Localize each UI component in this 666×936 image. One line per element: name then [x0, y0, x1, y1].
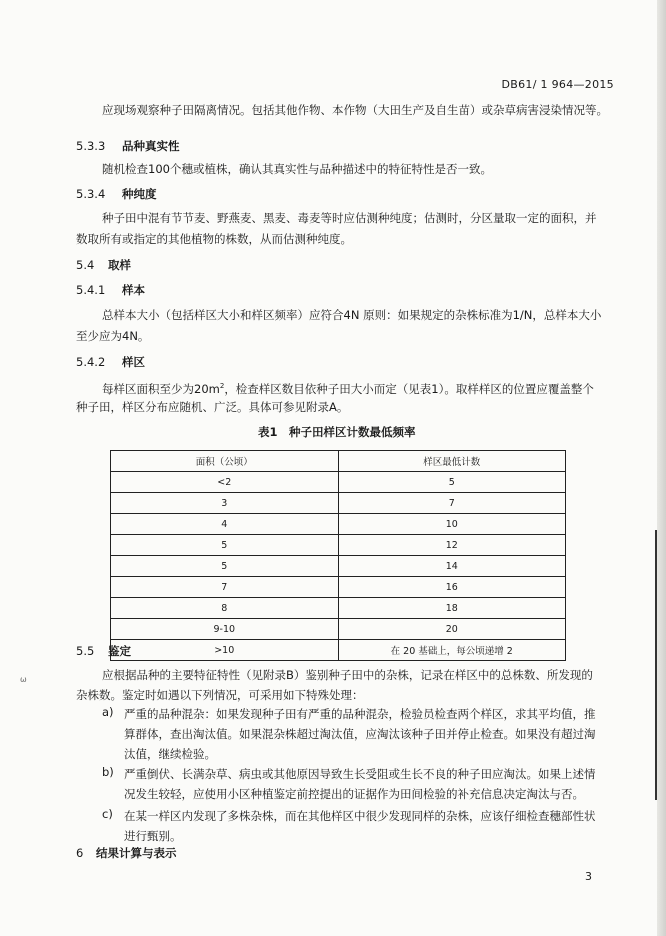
table-cell-count: 14 — [338, 556, 566, 577]
table-row — [111, 514, 566, 535]
list-item-c-line1: 在某一样区内发现了多株杂株，而在其他样区中很少发现同样的杂株，应该仔细检查穗部性状 — [124, 809, 596, 823]
frequency-table — [110, 450, 566, 661]
heading-5-5: 5.5 鉴定 — [76, 644, 131, 658]
table-cell-area: 3 — [111, 493, 339, 514]
paragraph-5-3-3: 随机检查100个穗或植株，确认其真实性与品种描述中的特征特性是否一致。 — [102, 162, 492, 176]
table-cell-area: 5 — [111, 556, 339, 577]
table-cell-area: 8 — [111, 598, 339, 619]
list-item-b-line2: 况发生较轻，应使用小区种植鉴定前控提出的证据作为田间检验的补充信息决定淘汰与否。 — [124, 787, 584, 801]
list-item-a-line2: 算群体，查出淘汰值。如果混杂株超过淘汰值，应淘汰该种子田并停止检查。如果没有超过淘 — [124, 727, 596, 741]
paragraph-5-4-1-line2: 至少应为4N。 — [76, 329, 150, 343]
table-row — [111, 493, 566, 514]
table-header-count: 样区最低计数 — [338, 451, 566, 472]
table-cell-area: >10 — [111, 640, 339, 661]
table-header-area: 面积（公顷） — [111, 451, 339, 472]
list-item-b-line1: 严重倒伏、长满杂草、病虫或其他原因导致生长受阻或生长不良的种子田应淘汰。如果上述情 — [124, 767, 596, 781]
table-cell-count: 20 — [338, 619, 566, 640]
table-cell-area: 9-10 — [111, 619, 339, 640]
page-edge-shadow — [657, 0, 666, 936]
table-cell-count: 在 20 基础上，每公顷递增 2 — [338, 640, 566, 661]
heading-5-3-4: 5.3.4 种纯度 — [76, 187, 157, 201]
paragraph-5-3-4-line2: 数取所有或指定的其他植物的株数，从而估测种纯度。 — [76, 232, 352, 246]
table-row — [111, 472, 566, 493]
table-cell-count: 18 — [338, 598, 566, 619]
list-item-marker-a: a) — [102, 705, 114, 719]
heading-5-4-1: 5.4.1 样本 — [76, 283, 145, 297]
table-row — [111, 577, 566, 598]
table-cell-area: 4 — [111, 514, 339, 535]
table-header-row — [111, 451, 566, 472]
list-item-marker-b: b) — [102, 765, 114, 779]
paragraph-5-4-1-line1: 总样本大小（包括样区大小和样区频率）应符合4N 原则：如果规定的杂株标准为1/N，总样本大小 — [102, 308, 602, 322]
table-row — [111, 556, 566, 577]
table-row — [111, 535, 566, 556]
table-cell-count: 10 — [338, 514, 566, 535]
table-cell-count: 5 — [338, 472, 566, 493]
table-cell-count: 7 — [338, 493, 566, 514]
page-number: 3 — [585, 870, 592, 883]
table-cell-area: <2 — [111, 472, 339, 493]
paragraph-5-3-4-line1: 种子田中混有节节麦、野燕麦、黑麦、毒麦等时应估测种纯度；估测时，分区量取一定的面积，并 — [102, 211, 597, 225]
list-item-c-line2: 进行甄别。 — [124, 829, 182, 843]
table-cell-count: 12 — [338, 535, 566, 556]
paragraph-5-5-line1: 应根据品种的主要特征特性（见附录B）鉴别种子田中的杂株，记录在样区中的总株数、所发现的 — [102, 668, 593, 682]
heading-6: 6 结果计算与表示 — [76, 846, 177, 860]
heading-5-3-3: 5.3.3 品种真实性 — [76, 139, 180, 153]
document-code: DB61/ 1 964—2015 — [501, 78, 614, 91]
table-cell-count: 16 — [338, 577, 566, 598]
margin-mark: ω — [20, 675, 27, 684]
page-edge-mark — [655, 530, 657, 800]
paragraph-5-4-2-line2: 种子田，样区分布应随机、广泛。具体可参见附录A。 — [76, 400, 349, 414]
list-item-marker-c: c) — [102, 807, 113, 821]
table-cell-area: 5 — [111, 535, 339, 556]
table-row — [111, 640, 566, 661]
heading-5-4-2: 5.4.2 样区 — [76, 355, 145, 369]
intro-paragraph: 应现场观察种子田隔离情况。包括其他作物、本作物（大田生产及自生苗）或杂草病害浸染情况等。 — [102, 103, 608, 117]
list-item-a-line1: 严重的品种混杂：如果发现种子田有严重的品种混杂，检验员检查两个样区，求其平均值，推 — [124, 707, 596, 721]
list-item-a-line3: 汰值，继续检验。 — [124, 747, 216, 761]
paragraph-5-4-2-line1: 每样区面积至少为$20m^2$，检查样区数目依种子田大小而定（见表1）。取样样区的位置应覆盖整个 — [102, 381, 594, 396]
paragraph-5-5-line2: 杂株数。鉴定时如遇以下列情况，可采用如下特殊处理： — [76, 688, 364, 702]
table-cell-area: 7 — [111, 577, 339, 598]
heading-5-4: 5.4 取样 — [76, 258, 131, 272]
table-row — [111, 598, 566, 619]
table-caption: 表1 种子田样区计数最低频率 — [258, 425, 416, 439]
table-row — [111, 619, 566, 640]
